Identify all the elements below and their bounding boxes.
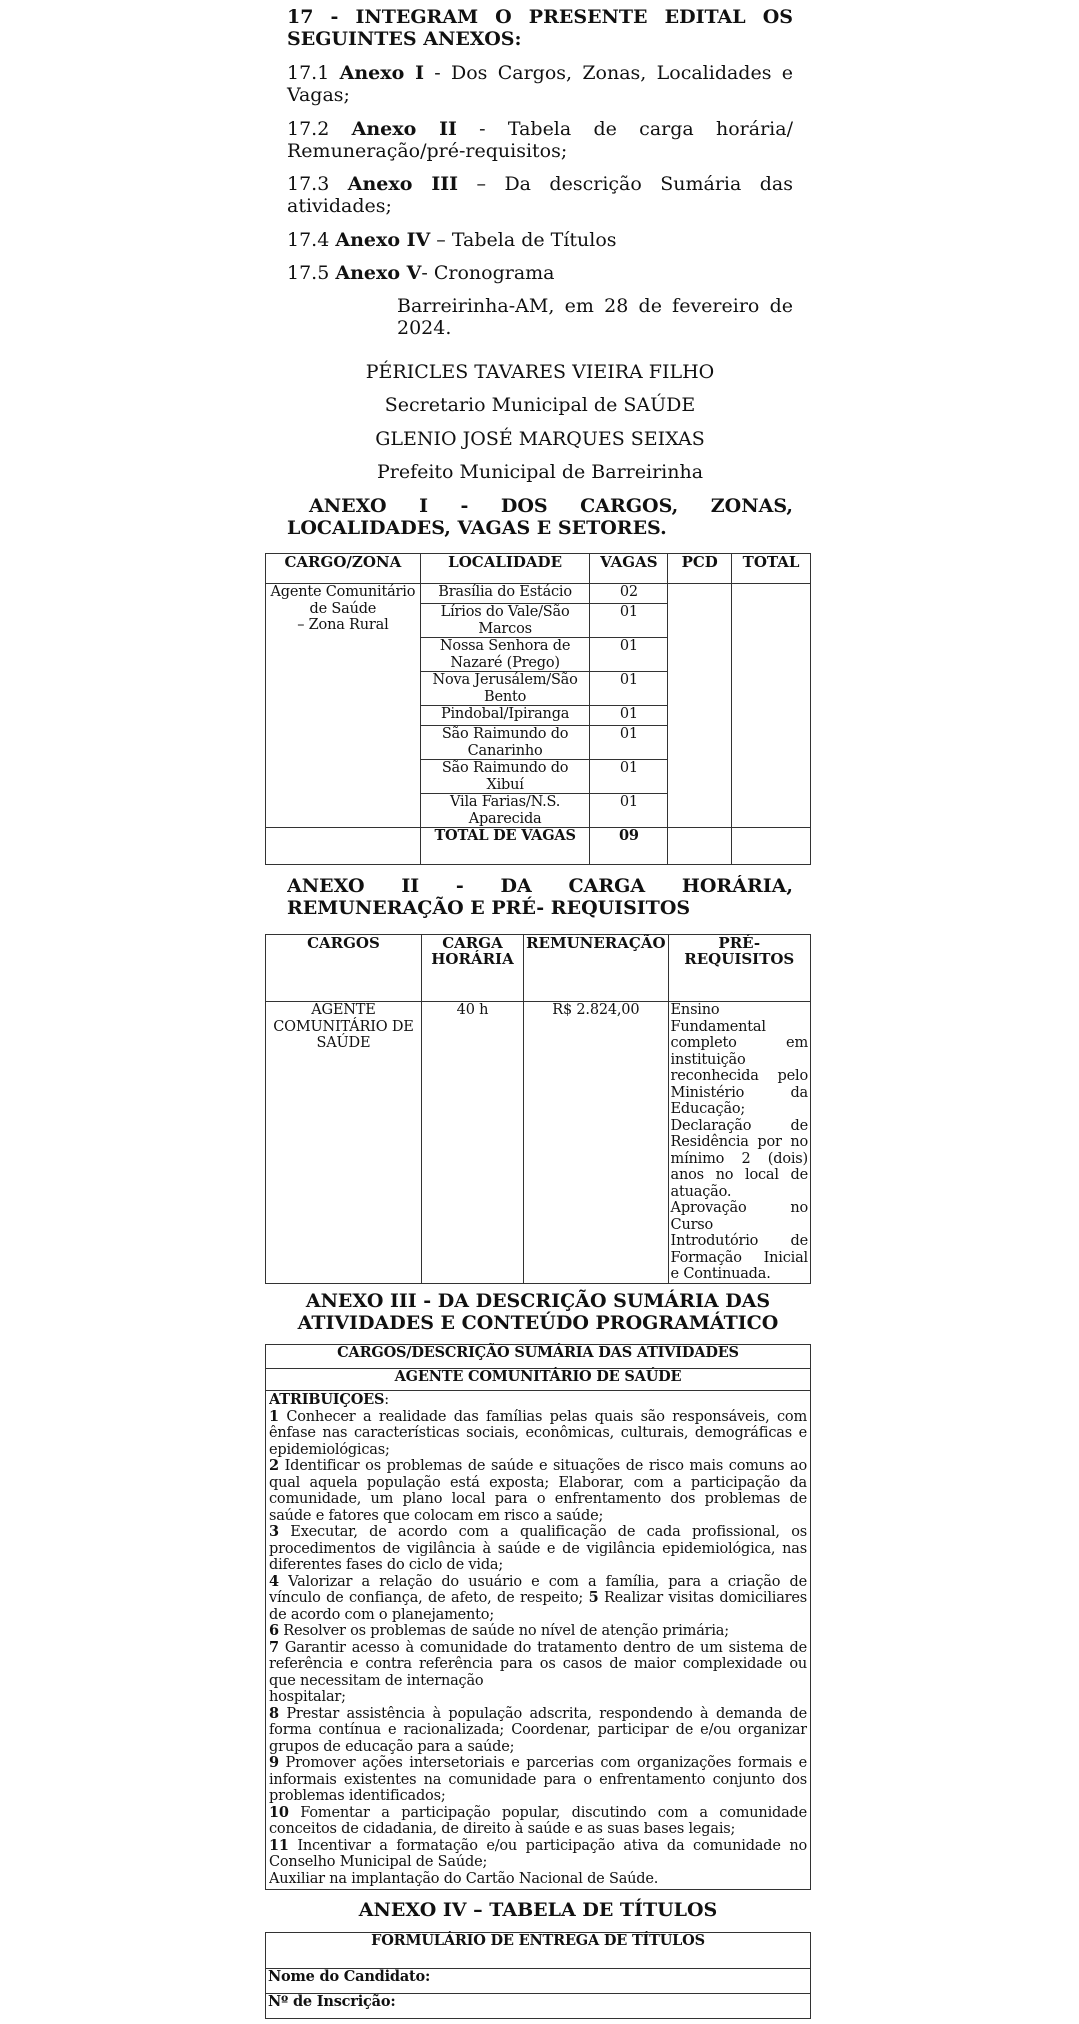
atribuicao-line: ênfase nas características sociais, econômicas, culturais, demográficas e [269,1425,807,1441]
annex-item-17-2: 17.2 Anexo II - Tabela de carga horária/ Remuneração/pré-requisitos; [287,118,793,162]
anexo-3-header: CARGOS/DESCRIÇÃO SUMÁRIA DAS ATIVIDADES [266,1345,811,1369]
col-header-cargos: CARGOS [266,935,422,1002]
requisito-line: mínimo 2 (dois) [670,1150,808,1167]
form-title: FORMULÁRIO DE ENTREGA DE TÍTULOS [266,1933,811,1969]
localidade-cell: Nossa Senhora de Nazaré (Prego) [420,638,590,672]
signatory-name: GLENIO JOSÉ MARQUES SEIXAS [375,428,705,450]
localidade-cell: Vila Farias/N.S. Aparecida [420,794,590,828]
atribuicao-line: Auxiliar na implantação do Cartão Nacional de Saúde. [269,1870,659,1887]
localidade-cell: Brasília do Estácio [420,584,590,604]
annex-item-17-1: 17.1 Anexo I - Dos Cargos, Zonas, Localidades e Vagas; [287,62,793,106]
localidade-cell: São Raimundo do Canarinho [420,726,590,760]
atribuicoes-label: ATRIBUIÇÕES: [269,1392,389,1408]
vagas-cell: 01 [590,672,668,706]
anexo-3-cargo: AGENTE COMUNITÁRIO DE SAÚDE [266,1369,811,1391]
atribuicao-line: 1 Conhecer a realidade das famílias pelas quais são responsáveis, com [269,1408,807,1425]
requisito-line: Declaração de [670,1117,808,1134]
atribuicao-line: 3 Executar, de acordo com a qualificação de cada profissional, os [269,1524,807,1540]
atribuicao-line: de acordo com o planejamento; [269,1606,495,1623]
remuneracao-cell: R$ 2.824,00 [524,1002,668,1284]
atribuicao-line: 9 Promover ações intersetoriais e parcerias com organizações formais e [269,1755,807,1771]
atribuicao-line: 8 Prestar assistência à população adscrita, respondendo à demanda de [269,1705,807,1722]
requisito-line: Residência por no [670,1134,808,1150]
atribuicao-line: 2 Identificar os problemas de saúde e situações de risco mais comuns ao [269,1458,807,1474]
anexo-4-table [265,1932,811,2019]
atribuicao-line: saúde e fatores que colocam em risco a saúde; [269,1507,604,1524]
localidade-cell: Nova Jerusálem/São Bento [420,672,590,706]
atribuicao-line: grupos de educação para a saúde; [269,1738,515,1755]
atribuicao-line: comunidade, um plano local para o enfrentamento dos problemas de [269,1491,807,1507]
requisito-line: reconhecida pelo [670,1068,808,1084]
atribuicao-line: conceitos de cidadania, de direito à saúde e as suas bases legais; [269,1821,736,1837]
requisito-line: completo em [670,1035,808,1051]
col-header-vagas: VAGAS [590,554,668,584]
annex-item-17-4: 17.4 Anexo IV – Tabela de Títulos [287,229,617,251]
vagas-cell: 01 [590,706,668,726]
total-row-empty-cell [266,828,421,865]
localidade-cell: Lírios do Vale/São Marcos [420,604,590,638]
atribuicao-line: problemas identificados; [269,1788,446,1804]
requisito-line: Fundamental [670,1018,766,1035]
cargo-cell: AGENTE COMUNITÁRIO DE SAÚDE [266,1002,422,1284]
vagas-cell: 01 [590,604,668,638]
annex-item-17-3: 17.3 Anexo III – Da descrição Sumária das atividades; [287,173,793,217]
total-vagas-label: TOTAL DE VAGAS [420,828,590,865]
atribuicao-line: procedimentos de vigilância à saúde e de vigilância epidemiológica, nas [269,1540,807,1557]
atribuicao-line: que necessitam de internação [269,1672,484,1689]
anexo-3-table [265,1344,811,1890]
col-header-pcd: PCD [668,554,732,584]
anexo-3-title: ANEXO III - DA DESCRIÇÃO SUMÁRIA DAS ATIVIDADES E CONTEÚDO PROGRAMÁTICO [297,1290,779,1334]
inscricao-field[interactable]: Nº de Inscrição: [266,1994,811,2019]
col-header-localidade: LOCALIDADE [420,554,590,584]
atribuicao-line: hospitalar; [269,1689,346,1705]
atribuicao-line: 10 Fomentar a participação popular, discutindo com a comunidade [269,1804,807,1821]
col-header-total: TOTAL [732,554,811,584]
vagas-cell: 01 [590,726,668,760]
col-header-cargo-zona: CARGO/ZONA [266,554,421,584]
atribuicao-line: forma contínua e racionalizada; Coordenar, participar de e/ou organizar [269,1722,807,1738]
nome-candidato-field[interactable]: Nome do Candidato: [266,1969,811,1994]
anexo-2-title: ANEXO II - DA CARGA HORÁRIA, REMUNERAÇÃO E PRÉ- REQUISITOS [287,875,793,919]
anexo-2-table [265,934,811,1284]
localidade-cell: Pindobal/Ipiranga [420,706,590,726]
atribuicao-line: 11 Incentivar a formatação e/ou participação ativa da comunidade no [269,1837,807,1854]
atribuicao-line: 7 Garantir acesso à comunidade do tratamento dentro de um sistema de [269,1639,807,1656]
atribuicao-line: qual aquela população está exposta; Elaborar, com a participação da [269,1474,807,1491]
signatory-name: PÉRICLES TAVARES VIEIRA FILHO [365,361,715,383]
requisito-line: Formação Inicial [670,1249,808,1266]
pcd-cell [668,584,732,828]
anexo-1-title: ANEXO I - DOS CARGOS, ZONAS, LOCALIDADES, VAGAS E SETORES. [287,495,793,539]
total-vagas-value: 09 [590,828,668,865]
total-row-total-cell [732,828,811,865]
atribuicoes-list [269,1409,807,1888]
anexo-4-title: ANEXO IV – TABELA DE TÍTULOS [358,1899,718,1921]
carga-horaria-cell: 40 h [421,1002,523,1284]
vagas-cell: 02 [590,584,668,604]
atribuicao-line: referência e contra referência para os casos de maior complexidade ou [269,1656,807,1672]
pre-requisitos-cell [668,1002,810,1284]
requisito-line: Introdutório de [670,1233,808,1249]
atribuicao-line: 6 Resolver os problemas de saúde no nível de atenção primária; [269,1623,729,1639]
requisito-line: e Continuada. [670,1266,771,1282]
cargo-zona-cell: Agente Comunitário de Saúde – Zona Rural [266,584,421,828]
vagas-cell: 01 [590,794,668,828]
requisito-line: Aprovação no [670,1200,808,1216]
section-17-heading: 17 - INTEGRAM O PRESENTE EDITAL OS SEGUINTES ANEXOS: [287,6,793,50]
localidade-cell: São Raimundo do Xibuí [420,760,590,794]
signatory-role: Prefeito Municipal de Barreirinha [376,461,704,483]
atribuicao-line: epidemiológicas; [269,1441,390,1458]
vagas-cell: 01 [590,638,668,672]
requisito-line: Educação; [670,1101,746,1117]
col-header-remuneracao: REMUNERAÇÃO [524,935,668,1002]
annex-item-17-5: 17.5 Anexo V- Cronograma [287,262,555,284]
total-row-pcd-cell [668,828,732,865]
atribuicao-line: informais existentes na comunidade para o enfrentamento conjunto dos [269,1771,807,1788]
total-cell [732,584,811,828]
requisito-line: instituição [670,1051,746,1068]
atribuicoes-cell [266,1391,811,1890]
vagas-cell: 01 [590,760,668,794]
atribuicao-line: vínculo de confiança, de afeto, de respeito; 5 Realizar visitas domiciliares [269,1590,807,1606]
signatory-role: Secretario Municipal de SAÚDE [384,394,696,416]
anexo-1-table [265,553,811,865]
requisito-line: Ensino [670,1002,720,1018]
col-header-carga-horaria: CARGA HORÁRIA [421,935,523,1002]
requisito-line: anos no local de [670,1167,808,1183]
atribuicao-line: 4 Valorizar a relação do usuário e com a família, para a criação de [269,1573,807,1590]
requisito-line: atuação. [670,1183,732,1200]
atribuicao-line: diferentes fases do ciclo de vida; [269,1557,504,1573]
requisito-line: Curso [670,1216,714,1233]
atribuicao-line: Conselho Municipal de Saúde; [269,1854,488,1870]
requisito-line: Ministério da [670,1084,808,1101]
col-header-pre-requisitos: PRÉ- REQUISITOS [668,935,810,1002]
date-location: Barreirinha-AM, em 28 de fevereiro de 2024. [397,295,793,339]
